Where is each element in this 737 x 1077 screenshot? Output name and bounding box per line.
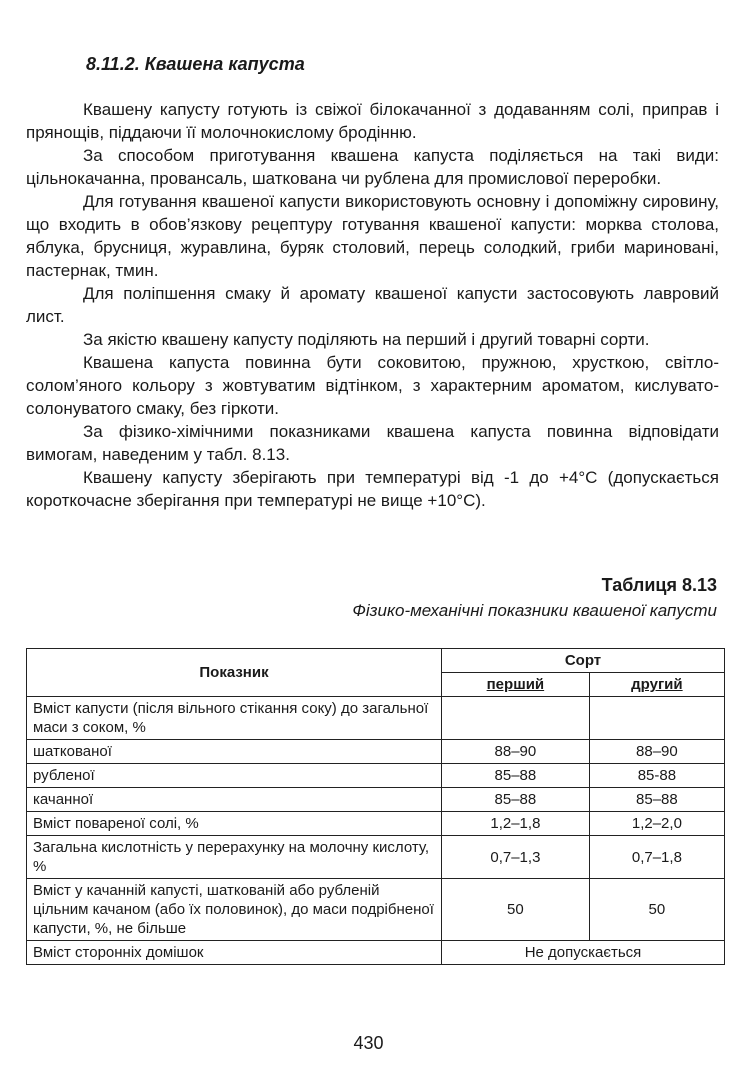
table-row — [27, 879, 725, 941]
row-second-value: 0,7–1,8 — [589, 836, 724, 879]
row-label: Загальна кислотність у перерахунку на молочну кислоту, % — [27, 836, 442, 879]
row-first-value: 0,7–1,3 — [442, 836, 590, 879]
row-first-value: 85–88 — [442, 788, 590, 812]
row-second-value: 1,2–2,0 — [589, 812, 724, 836]
paragraph: Для поліпшення смаку й аромату квашеної капусти застосовують лавровий лист. — [26, 284, 719, 326]
row-second-value: 88–90 — [589, 740, 724, 764]
row-second-value: 85–88 — [589, 788, 724, 812]
row-second-value — [589, 697, 724, 740]
table-row — [27, 941, 725, 965]
row-first-value: 1,2–1,8 — [442, 812, 590, 836]
section-heading: 8.11.2. Квашена капуста — [86, 54, 305, 74]
body-text — [26, 98, 719, 512]
row-first-value: 50 — [442, 879, 590, 941]
paragraph: Квашена капуста повинна бути соковитою, пружною, хрусткою, світло-солом’яного кольору з жовтуватим відтінком, з характерним ароматом, кислувато-солонуватого смаку, без гіркоти. — [26, 353, 719, 418]
table-row — [27, 697, 725, 740]
row-merged-value: Не допускається — [442, 941, 725, 965]
table-number: Таблиця 8.13 — [601, 575, 717, 595]
table-row — [27, 764, 725, 788]
row-label: Вміст у качанній капусті, шаткованій або рубленій цільним качаном (або їх половинок), до маси подрібненої капусти, %, не більше — [27, 879, 442, 941]
row-second-value: 85-88 — [589, 764, 724, 788]
header-second-grade: другий — [589, 673, 724, 697]
row-label: Вміст капусти (після вільного стікання соку) до загальної маси з соком, % — [27, 697, 442, 740]
table-row — [27, 740, 725, 764]
table-row — [27, 788, 725, 812]
paragraph: За способом приготування квашена капуста поділяється на такі види: цільнокачанна, провансаль, шаткована чи рублена для промислової переробки. — [26, 146, 719, 188]
row-first-value: 85–88 — [442, 764, 590, 788]
paragraph: Квашену капусту готують із свіжої білокачанної з додаванням солі, приправ і прянощів, піддаючи її молочнокислому бродінню. — [26, 100, 719, 142]
paragraph: Квашену капусту зберігають при температурі від -1 до +4°С (допускається короткочасне зберігання при температурі не вище +10°С). — [26, 468, 719, 510]
header-sort: Сорт — [442, 649, 725, 673]
header-first-grade: перший — [442, 673, 590, 697]
table-header-row — [27, 649, 725, 673]
table-caption: Фізико-механічні показники квашеної капусти — [352, 601, 717, 620]
row-label: рубленої — [27, 764, 442, 788]
paragraph: За якістю квашену капусту поділяють на перший і другий товарні сорти. — [83, 330, 650, 349]
table-row — [27, 836, 725, 879]
header-indicator: Показник — [27, 649, 442, 697]
row-second-value: 50 — [589, 879, 724, 941]
paragraph: За фізико-хімічними показниками квашена капуста повинна відповідати вимогам, наведеним у табл. 8.13. — [26, 422, 719, 464]
row-first-value — [442, 697, 590, 740]
row-label: шаткованої — [27, 740, 442, 764]
table-row — [27, 812, 725, 836]
indicators-table — [26, 648, 725, 965]
row-label: Вміст повареної солі, % — [27, 812, 442, 836]
page-number: 430 — [353, 1033, 384, 1053]
paragraph: Для готування квашеної капусти використовують основну і допоміжну сировину, що входить в обов’язкову рецептуру готування квашеної капусти: морква столова, яблука, брусниця, журавлина, буряк столовий, перець солодкий, гриби мариновані, пастернак, тмин. — [26, 192, 719, 280]
row-first-value: 88–90 — [442, 740, 590, 764]
row-label: качанної — [27, 788, 442, 812]
row-label: Вміст сторонніх домішок — [27, 941, 442, 965]
